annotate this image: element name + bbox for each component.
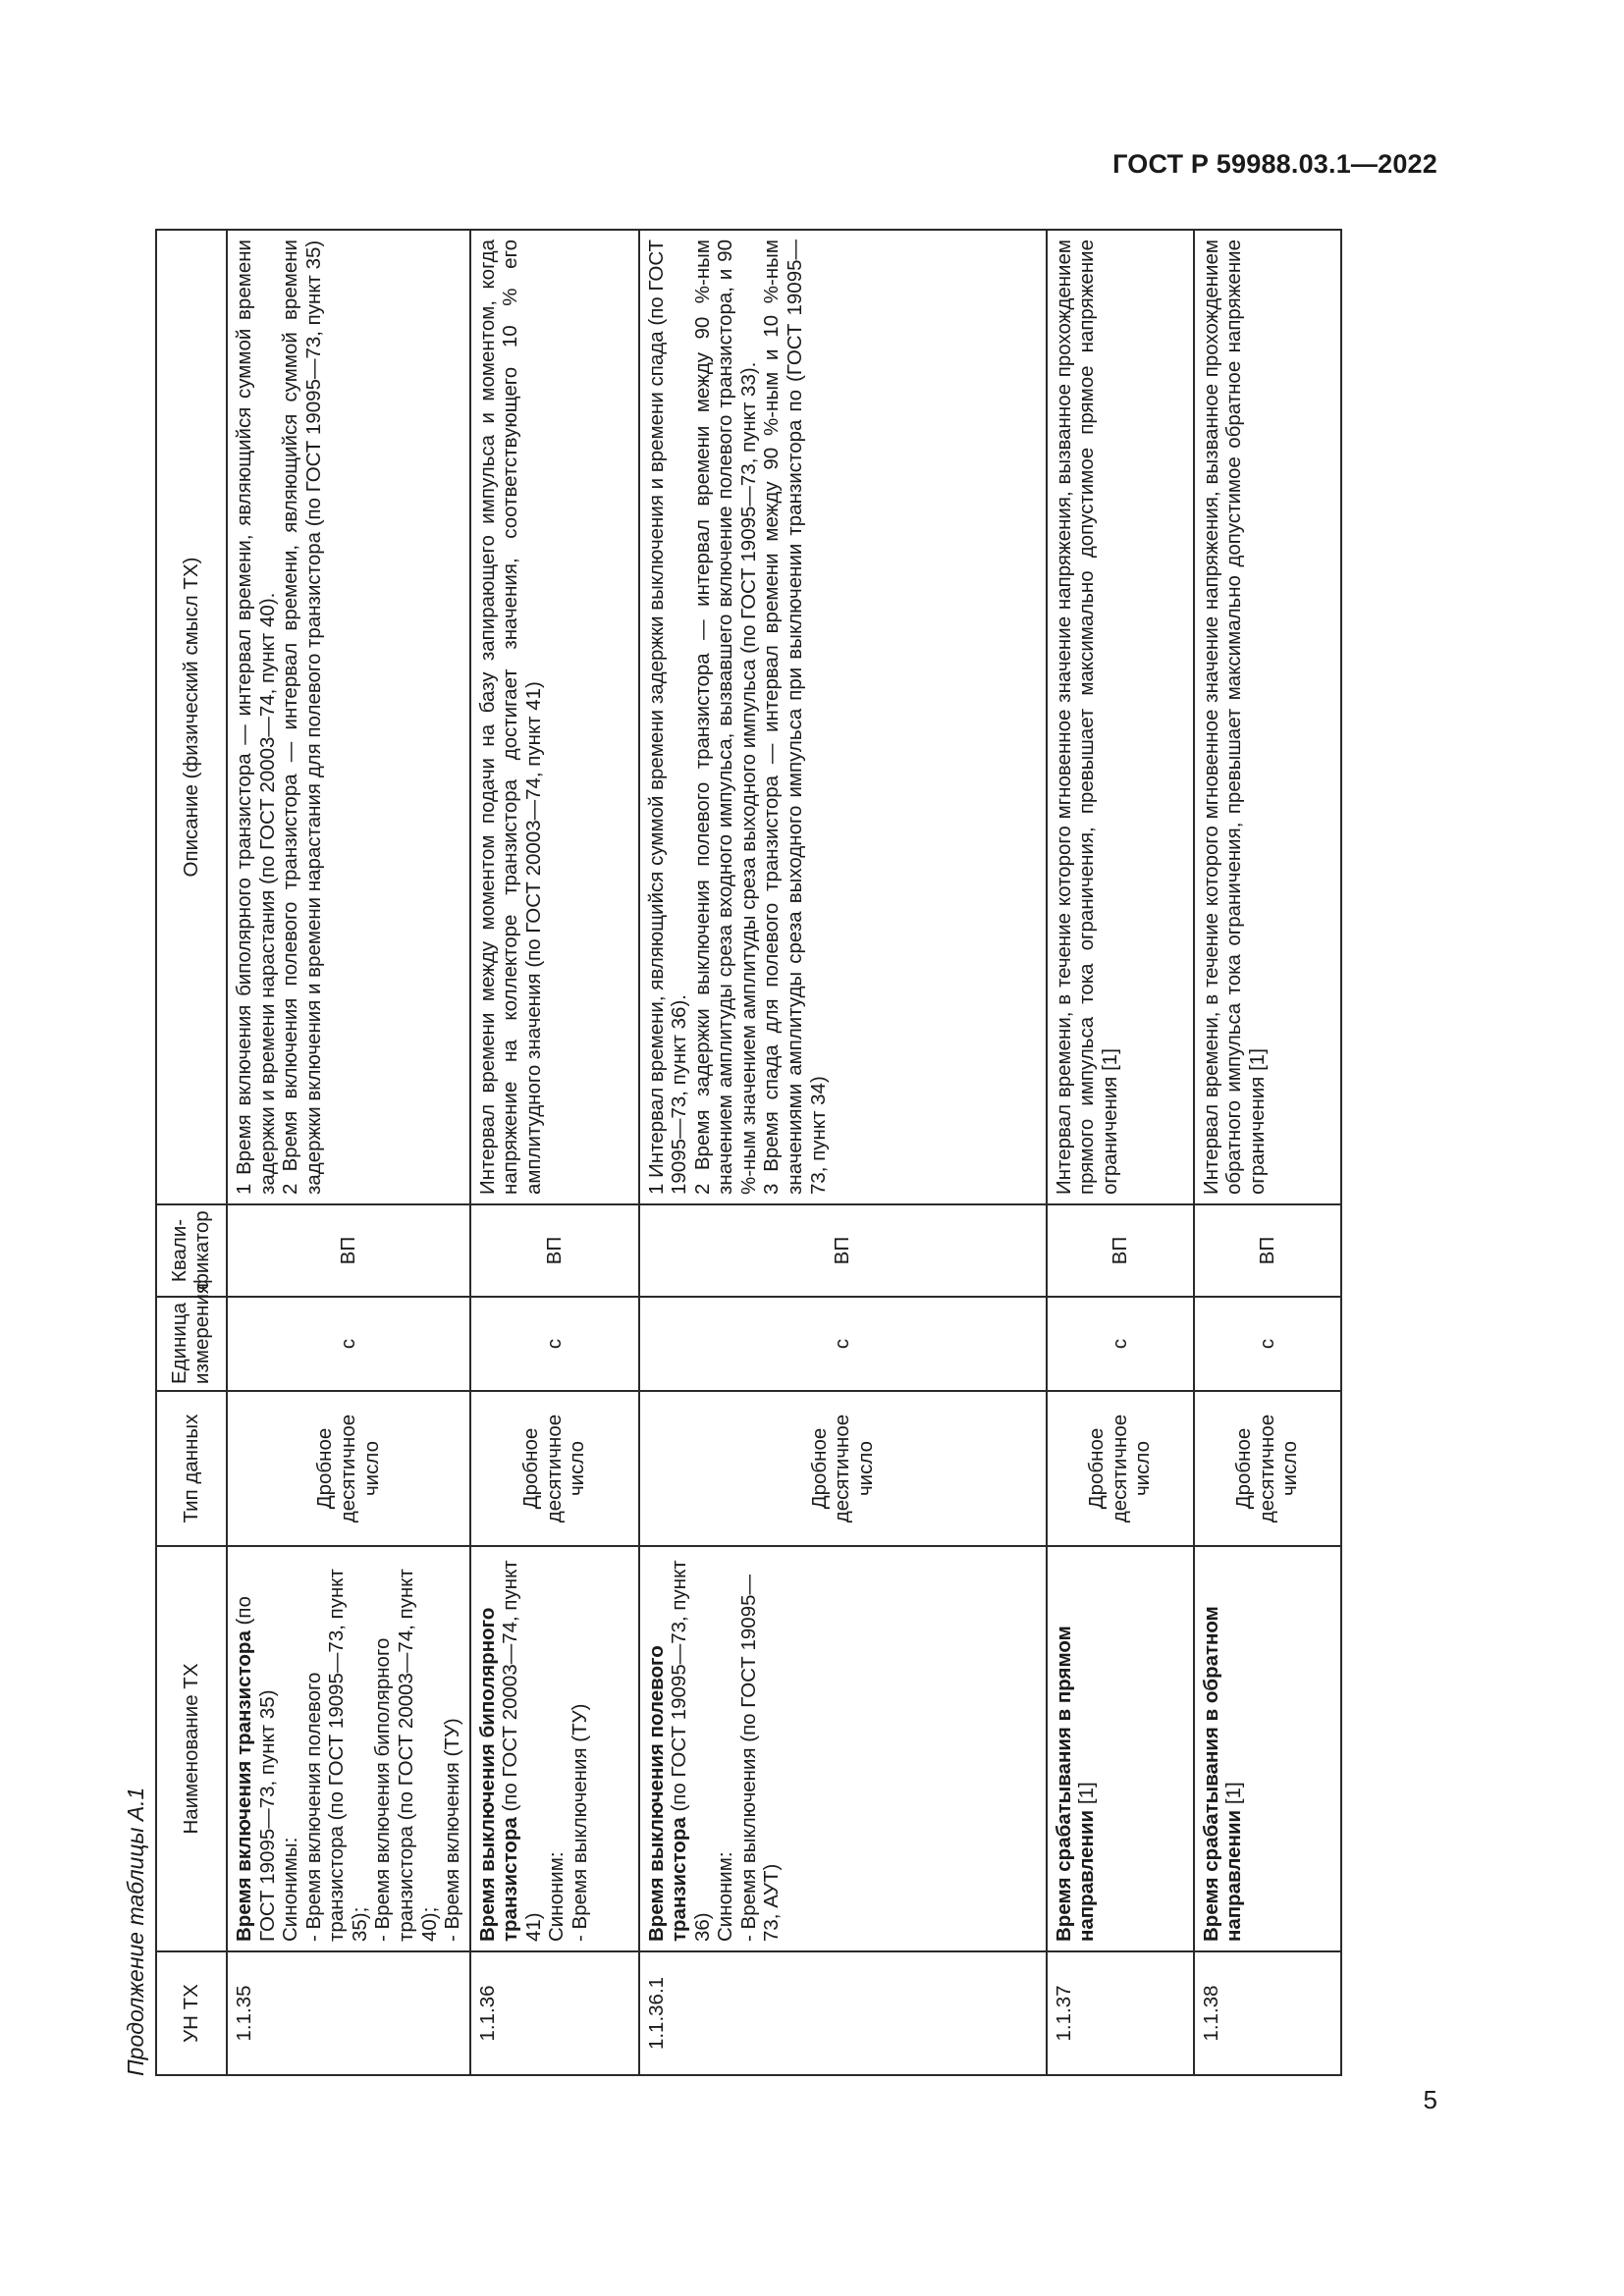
row-name-bold: Время срабатывания в обратном направлении [1199,1606,1246,1942]
table-row [1047,230,1194,2075]
row-type: Дробное десятичное число [1047,1391,1194,1546]
row-name [639,1546,1047,1951]
row-description-line: 2 Время задержки выключения полевого транзистора — интервал времени между 90 %-ным значением амплитуды среза входного импульса, вызвавшего включение полевого транзистора, и 90 %-ным значением амплитуды среза выходного импульса (по ГОСТ 19095—73, пункт 33). [690,240,760,1195]
row-name-bold: Время выключения полевого транзистора [644,1645,691,1942]
row-type: Дробное десятичное число [470,1391,639,1546]
row-name-rest: (по ГОСТ 20003—74, пункт 41) [499,1560,545,1942]
table-header-row [156,230,227,2075]
column-header-code: УН ТХ [156,1951,227,2075]
row-type: Дробное десятичное число [1194,1391,1341,1546]
table-row [639,230,1047,2075]
row-name-rest: [1] [1222,1782,1246,1810]
row-name-bold: Время выключения биполярного транзистора [475,1607,522,1942]
table-caption: Продолжение таблицы А.1 [123,1787,148,2076]
row-description [639,230,1047,1204]
row-code: 1.1.37 [1047,1951,1194,2075]
row-name-rest: (по ГОСТ 19095—73, пункт 35) [233,1596,279,1942]
row-description-line: 1 Время включения биполярного транзистора — интервал времени, являющийся суммой времени задержки и времени нарастания (по ГОСТ 20003—74, пункт 40). [233,240,279,1195]
table-row [1194,230,1341,2075]
column-header-qualifier: Квали-фикатор [156,1204,227,1297]
row-name [1194,1546,1341,1951]
characteristics-table [155,229,1342,2076]
column-header-name: Наименование ТХ [156,1546,227,1951]
column-header-description: Описание (физический смысл ТХ) [156,230,227,1204]
row-description [470,230,639,1204]
row-description-line: Интервал времени, в течение которого мгновенное значение напряжения, вызванное прохождением прямого импульса тока ограничения, превышает максимально допустимое прямое напряжение ограничения [1] [1052,240,1121,1195]
rotated-table-page [116,231,1338,2076]
row-qualifier: ВП [470,1204,639,1297]
row-name-line: - Время выключения (по ГОСТ 19095—73, АУТ) [736,1574,784,1942]
row-code: 1.1.38 [1194,1951,1341,2075]
row-type: Дробное десятичное число [227,1391,470,1546]
row-qualifier: ВП [1194,1204,1341,1297]
row-name-line: - Время включения полевого транзистора (по ГОСТ 19095—73, пункт 35); [301,1569,371,1942]
row-description-line: 1 Интервал времени, являющийся суммой времени задержки выключения и времени спада (по ГОСТ 19095—73, пункт 36). [644,240,691,1195]
row-description-line: 2 Время включения полевого транзистора — интервал времени, являющийся суммой времени задержки включения и времени нарастания для полевого транзистора (по ГОСТ 19095—73, пункт 35) [279,240,325,1195]
row-name-rest: (по ГОСТ 19095—73, пункт 36) [668,1560,714,1942]
row-description [1047,230,1194,1204]
column-header-type: Тип данных [156,1391,227,1546]
row-code: 1.1.35 [227,1951,470,2075]
row-name [227,1546,470,1951]
row-description [227,230,470,1204]
column-header-unit: Единица измерения [156,1297,227,1391]
row-description-line: Интервал времени между моментом подачи на базу запирающего импульса и моментом, когда напряжение на коллекторе транзистора достигает значения, соответствующего 10 % его амплитудного значения (по ГОСТ 20003—74, пункт 41) [475,240,545,1195]
row-name-line: Синоним: [545,1851,568,1942]
row-name [470,1546,639,1951]
row-name-bold: Время включения транзистора [233,1630,255,1942]
row-name-line: - Время выключения (ТУ) [568,1703,591,1942]
row-type: Дробное десятичное число [639,1391,1047,1546]
row-description-line: Интервал времени, в течение которого мгновенное значение напряжения, вызванное прохождением обратного импульса тока ограничения, превышает максимально допустимое обратное напряжение ограничения [1] [1199,240,1269,1195]
page-number: 5 [1423,2085,1437,2114]
row-unit: с [639,1297,1047,1391]
row-qualifier: ВП [639,1204,1047,1297]
row-name-rest: [1] [1075,1782,1099,1810]
row-unit: с [470,1297,639,1391]
row-code: 1.1.36.1 [639,1951,1047,2075]
row-description-line: 3 Время спада для полевого транзистора — интервал времени между 90 %-ным и 10 %-ным значениями амплитуды среза выходного импульса при выключении транзистора по (ГОСТ 19095—73, пункт 34) [760,240,830,1195]
table-row [470,230,639,2075]
table-row [227,230,470,2075]
row-unit: с [1194,1297,1341,1391]
row-code: 1.1.36 [470,1951,639,2075]
row-name-line: Синоним: [714,1851,737,1942]
row-name-line: Синонимы: [279,1837,302,1942]
row-unit: с [227,1297,470,1391]
row-name-line: - Время включения биполярного транзистора (по ГОСТ 20003—74, пункт 40); [371,1569,441,1942]
document-header-standard: ГОСТ Р 59988.03.1—2022 [1112,149,1437,179]
row-name [1047,1546,1194,1951]
row-qualifier: ВП [1047,1204,1194,1297]
row-name-line: - Время включения (ТУ) [441,1718,464,1942]
row-name-bold: Время срабатывания в прямом направлении [1052,1626,1099,1942]
row-unit: с [1047,1297,1194,1391]
row-description [1194,230,1341,1204]
row-qualifier: ВП [227,1204,470,1297]
